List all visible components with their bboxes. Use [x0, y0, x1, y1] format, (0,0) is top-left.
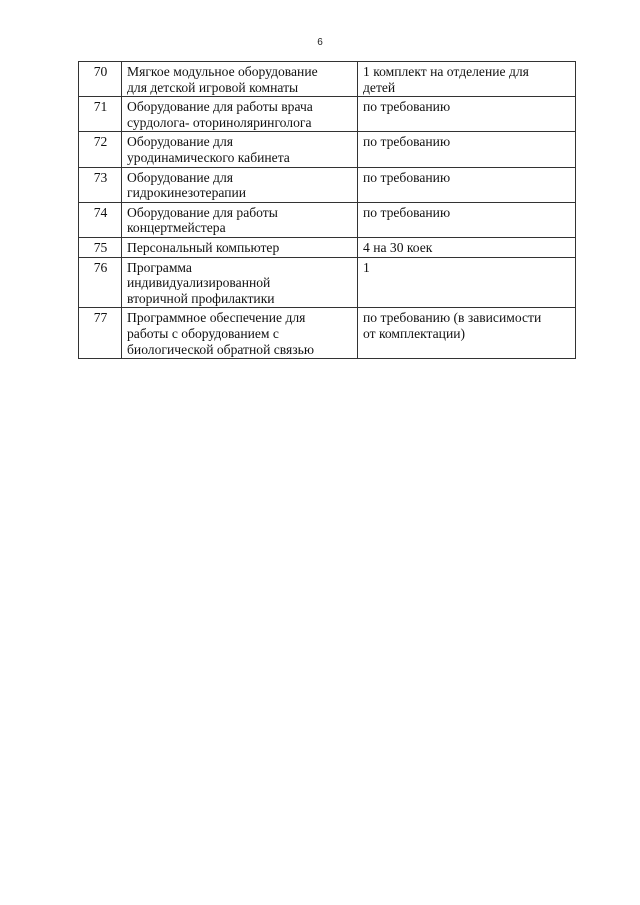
equipment-quantity-line: по требованию (в зависимости [363, 310, 542, 326]
equipment-name-line: концертмейстера [127, 220, 226, 236]
equipment-name-line: Оборудование для [127, 169, 234, 185]
equipment-quantity [358, 308, 576, 359]
equipment-name-line: сурдолога- оториноляринголога [127, 114, 312, 130]
table-row [79, 132, 576, 167]
equipment-name [122, 257, 358, 308]
equipment-name-line: Программное обеспечение для [127, 310, 306, 326]
equipment-quantity [358, 97, 576, 132]
equipment-table [78, 61, 576, 359]
equipment-quantity-line: от комплектации) [363, 325, 466, 341]
row-number: 71 [79, 97, 122, 132]
row-number: 75 [79, 237, 122, 257]
equipment-quantity-line: по требованию [363, 204, 451, 220]
table-row [79, 237, 576, 257]
equipment-quantity-line: по требованию [363, 99, 451, 115]
equipment-name-line: индивидуализированной [127, 275, 271, 291]
equipment-name-line: Мягкое модульное оборудование [127, 64, 318, 79]
equipment-quantity-line: по требованию [363, 134, 451, 150]
row-number: 76 [79, 257, 122, 308]
equipment-name-line: Оборудование для работы [127, 204, 278, 220]
table-row [79, 167, 576, 202]
equipment-name-line: вторичной профилактики [127, 290, 275, 306]
equipment-quantity-line: 4 на 30 коек [363, 239, 433, 255]
table-row [79, 62, 576, 97]
table-row [79, 97, 576, 132]
row-number: 72 [79, 132, 122, 167]
equipment-name [122, 237, 358, 257]
row-number: 73 [79, 167, 122, 202]
equipment-name [122, 308, 358, 359]
equipment-quantity [358, 202, 576, 237]
equipment-name-line: Программа [127, 259, 192, 275]
page-number: 6 [317, 37, 323, 48]
equipment-quantity [358, 237, 576, 257]
table-row [79, 202, 576, 237]
equipment-name [122, 62, 358, 97]
table-row [79, 257, 576, 308]
equipment-name [122, 132, 358, 167]
table-row [79, 308, 576, 359]
row-number: 70 [79, 62, 122, 97]
equipment-table-body [79, 62, 576, 359]
equipment-name-line: уродинамического кабинета [127, 149, 290, 165]
equipment-quantity-line: по требованию [363, 169, 451, 185]
equipment-name-line: гидрокинезотерапии [127, 185, 247, 201]
equipment-name [122, 202, 358, 237]
equipment-name-line: Оборудование для [127, 134, 234, 150]
equipment-name-line: Персональный компьютер [127, 239, 280, 255]
equipment-quantity [358, 257, 576, 308]
equipment-quantity [358, 132, 576, 167]
equipment-name-line: для детской игровой комнаты [127, 79, 299, 95]
equipment-name [122, 97, 358, 132]
equipment-name [122, 167, 358, 202]
equipment-quantity [358, 167, 576, 202]
equipment-name-line: работы с оборудованием с [127, 325, 279, 341]
equipment-quantity [358, 62, 576, 97]
equipment-quantity-line: 1 комплект на отделение для [363, 64, 529, 79]
equipment-quantity-line: 1 [363, 259, 370, 275]
equipment-name-line: биологической обратной связью [127, 341, 314, 357]
row-number: 74 [79, 202, 122, 237]
equipment-quantity-line: детей [363, 79, 396, 95]
row-number: 77 [79, 308, 122, 359]
equipment-name-line: Оборудование для работы врача [127, 99, 313, 115]
